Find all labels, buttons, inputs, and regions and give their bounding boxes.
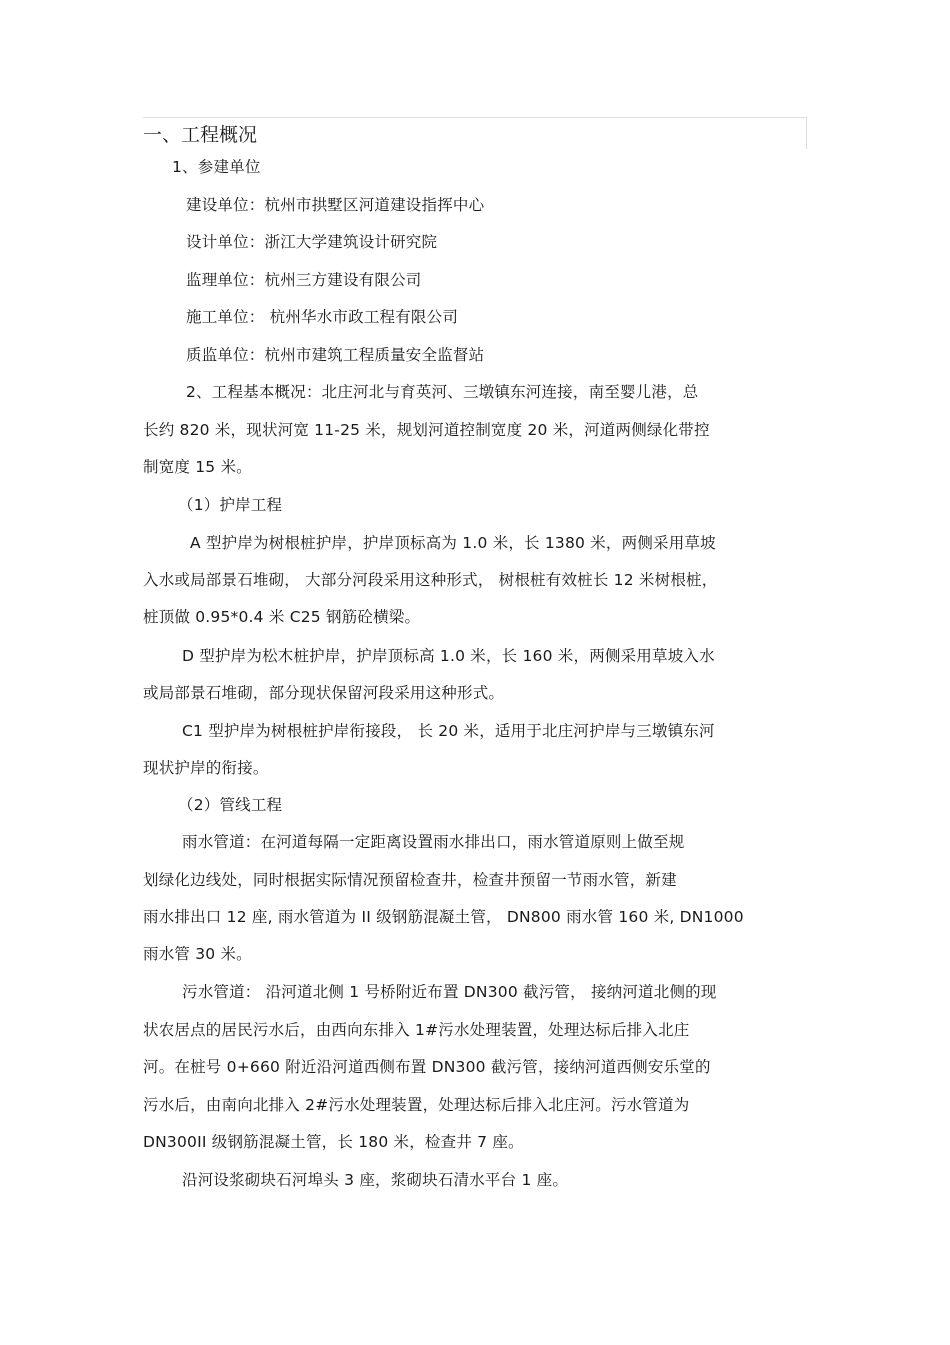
sewage-line: 污水后，由南向北排入 2#污水处理装置，处理达标后排入北庄河。污水管道为	[143, 1096, 690, 1114]
overview-line: 长约 820 米，现状河宽 11-25 米，规划河道控制宽度 20 米，河道两侧绿化带控	[143, 421, 710, 439]
sewage-line: DN300II 级钢筋混凝土管，长 180 米，检查井 7 座。	[143, 1133, 524, 1151]
sewage-line: 污水管道： 沿河道北侧 1 号桥附近布置 DN300 截污管， 接纳河道北侧的现	[182, 983, 717, 1001]
rainwater-line: 划绿化边线处，同时根据实际情况预留检查井，检查井预留一节雨水管，新建	[143, 871, 677, 889]
rainwater-line: 雨水管 30 米。	[143, 945, 252, 963]
revetment-a-line: A 型护岸为树根桩护岸，护岸顶标高为 1.0 米，长 1380 米，两侧采用草坡	[190, 534, 716, 552]
rainwater-line: 雨水管道：在河道每隔一定距离设置雨水排出口，雨水管道原则上做至规	[182, 833, 685, 851]
revetment-d-line: 或局部景石堆砌，部分现状保留河段采用这种形式。	[143, 684, 505, 702]
frame-line-top	[143, 117, 807, 118]
overview-line: 制宽度 15 米。	[143, 458, 252, 476]
pier-platform-line: 沿河设浆砌块石河埠头 3 座，浆砌块石清水平台 1 座。	[182, 1171, 569, 1189]
construction-unit: 建设单位：杭州市拱墅区河道建设指挥中心	[186, 196, 485, 214]
subsection-pipeline: （2）管线工程	[178, 796, 283, 814]
quality-supervision-unit: 质监单位：杭州市建筑工程质量安全监督站	[186, 346, 485, 364]
supervision-unit: 监理单位：杭州三方建设有限公司	[186, 271, 422, 289]
overview-line: 2、工程基本概况：北庄河北与育英河、三墩镇东河连接，南至婴儿港，总	[186, 383, 699, 401]
subsection-participants: 1、参建单位	[172, 158, 261, 176]
revetment-c1-line: C1 型护岸为树根桩护岸衔接段， 长 20 米，适用于北庄河护岸与三墩镇东河	[182, 722, 715, 740]
design-unit: 设计单位：浙江大学建筑设计研究院	[186, 233, 438, 251]
rainwater-line: 雨水排出口 12 座, 雨水管道为 II 级钢筋混凝土管， DN800 雨水管 160 米, DN1000	[143, 908, 744, 926]
contractor-unit: 施工单位： 杭州华水市政工程有限公司	[186, 308, 459, 326]
sewage-line: 状农居点的居民污水后，由西向东排入 1#污水处理装置，处理达标后排入北庄	[143, 1021, 690, 1039]
section-heading: 一、工程概况	[143, 124, 258, 146]
frame-line-right	[806, 117, 807, 149]
revetment-c1-line: 现状护岸的衔接。	[143, 759, 269, 777]
sewage-line: 河。在桩号 0+660 附近沿河道西侧布置 DN300 截污管，接纳河道西侧安乐堂的	[143, 1058, 711, 1076]
revetment-d-line: D 型护岸为松木桩护岸，护岸顶标高 1.0 米，长 160 米，两侧采用草坡入水	[182, 647, 715, 665]
revetment-a-line: 入水或局部景石堆砌， 大部分河段采用这种形式， 树根桩有效桩长 12 米树根桩，	[143, 571, 718, 589]
subsection-revetment: （1）护岸工程	[178, 496, 283, 514]
revetment-a-line: 桩顶做 0.95*0.4 米 C25 钢筋砼横梁。	[143, 608, 421, 626]
